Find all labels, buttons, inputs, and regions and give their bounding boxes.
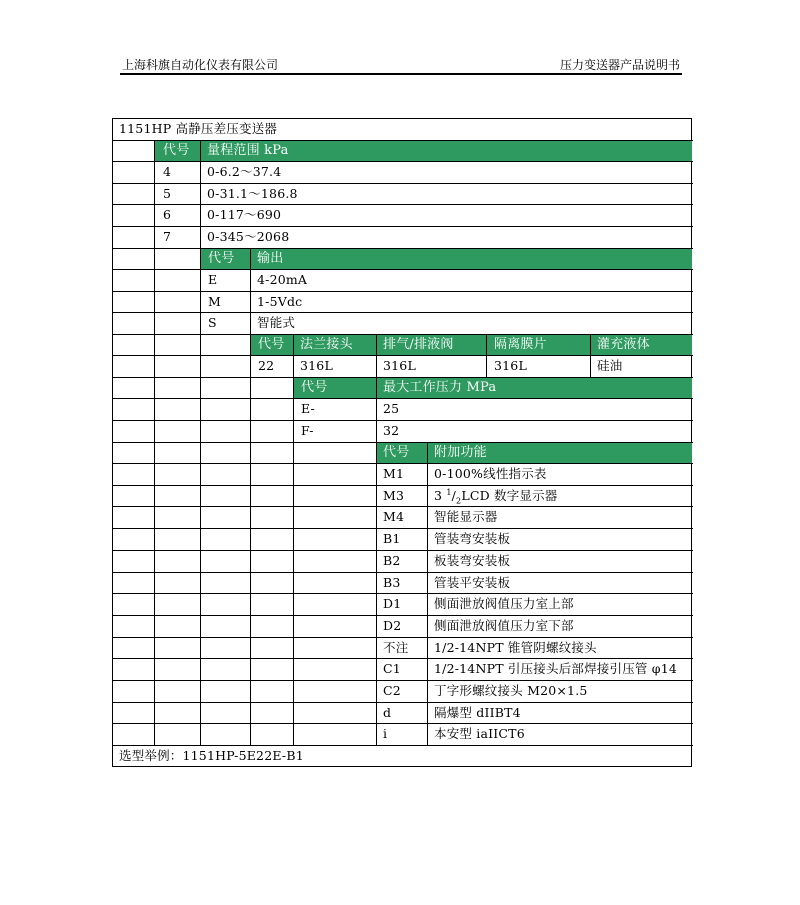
range-code: 6 (163, 207, 172, 222)
option-code: 不注 (383, 640, 409, 655)
output-value: 4-20mA (257, 272, 308, 287)
selection-example: 选型举例：1151HP-5E22E-B1 (119, 748, 304, 763)
option-description: 本安型 iaIICT6 (434, 726, 525, 741)
pressure-value: 32 (383, 423, 400, 438)
option-description: 板装弯安装板 (434, 553, 511, 568)
page-header (120, 56, 682, 74)
range-value-header: 量程范围 kPa (207, 143, 289, 158)
grid-line (590, 334, 591, 377)
range-value: 0-6.2～37.4 (207, 164, 282, 179)
grid-line (427, 442, 428, 745)
option-code: d (383, 705, 392, 720)
pressure-value-header: 最大工作压力 MPa (383, 380, 497, 395)
option-description: 丁字形螺纹接头 M20×1.5 (434, 683, 588, 698)
grid-line (250, 248, 251, 745)
output-code: E (208, 272, 218, 287)
option-description-part: LCD 数字显示器 (461, 488, 558, 503)
option-description: 1/2-14NPT 锥管阴螺纹接头 (434, 640, 597, 655)
model-selection-table (112, 118, 692, 767)
document-title: 压力变送器产品说明书 (559, 58, 680, 72)
output-code: S (208, 315, 217, 330)
option-code: C2 (383, 683, 401, 698)
range-value: 0-31.1～186.8 (207, 186, 298, 201)
option-code: C1 (383, 661, 401, 676)
material-valve: 316L (383, 358, 416, 373)
range-code: 4 (163, 164, 172, 179)
header-rule (120, 73, 682, 75)
options-header-bar (376, 442, 692, 463)
material-code: 22 (258, 358, 275, 373)
fraction-denominator: 2 (456, 496, 462, 506)
option-description: 管装弯安装板 (434, 531, 511, 546)
range-code: 5 (163, 186, 172, 201)
range-value: 0-345～2068 (207, 229, 290, 244)
material-fill-header: 灌充液体 (597, 337, 650, 352)
option-description (434, 486, 558, 506)
option-code: M3 (383, 488, 405, 503)
grid-line (293, 334, 294, 745)
table-title: 1151HP 高静压差压变送器 (119, 121, 278, 136)
material-valve-header: 排气/排液阀 (383, 337, 454, 352)
company-name: 上海科旗自动化仪表有限公司 (122, 58, 279, 72)
range-code: 7 (163, 229, 172, 244)
output-code-header: 代号 (208, 251, 235, 266)
option-description: 1/2-14NPT 引压接头后部焊接引压管 φ14 (434, 661, 678, 676)
grid-line (200, 140, 201, 745)
output-value-header: 输出 (257, 251, 284, 266)
pressure-value: 25 (383, 401, 400, 416)
option-description-part: 3 (434, 488, 447, 503)
fraction-slash: / (451, 488, 457, 503)
range-code-header: 代号 (163, 143, 190, 158)
range-value: 0-117～690 (207, 207, 282, 222)
output-code: M (208, 294, 221, 309)
option-description: 智能显示器 (434, 509, 498, 524)
material-fill: 硅油 (597, 358, 623, 373)
pressure-code-header: 代号 (301, 380, 328, 395)
material-code-header: 代号 (258, 337, 285, 352)
option-code: B1 (383, 531, 401, 546)
option-description: 管装平安装板 (434, 575, 511, 590)
option-code: M4 (383, 509, 405, 524)
material-diaphragm: 316L (494, 358, 527, 373)
option-description: 0-100%线性指示表 (434, 466, 547, 481)
options-code-header: 代号 (383, 445, 410, 460)
material-flange-header: 法兰接头 (300, 337, 353, 352)
options-value-header: 附加功能 (434, 445, 487, 460)
option-description: 侧面泄放阀值压力室下部 (434, 618, 574, 633)
grid-line (376, 334, 377, 745)
output-value: 1-5Vdc (257, 294, 303, 309)
option-code: B3 (383, 575, 401, 590)
option-description: 隔爆型 dIIBT4 (434, 705, 521, 720)
option-code: D2 (383, 618, 402, 633)
grid-line (154, 140, 155, 745)
option-code: i (383, 726, 388, 741)
material-diaphragm-header: 隔离膜片 (494, 337, 547, 352)
option-code: D1 (383, 596, 402, 611)
pressure-code: E- (301, 401, 315, 416)
output-value: 智能式 (257, 315, 296, 330)
pressure-code: F- (301, 423, 314, 438)
option-description: 侧面泄放阀值压力室上部 (434, 596, 574, 611)
option-code: B2 (383, 553, 401, 568)
grid-line (486, 334, 487, 377)
option-code: M1 (383, 466, 405, 481)
material-flange: 316L (300, 358, 333, 373)
fraction-numerator: 1 (446, 487, 452, 497)
